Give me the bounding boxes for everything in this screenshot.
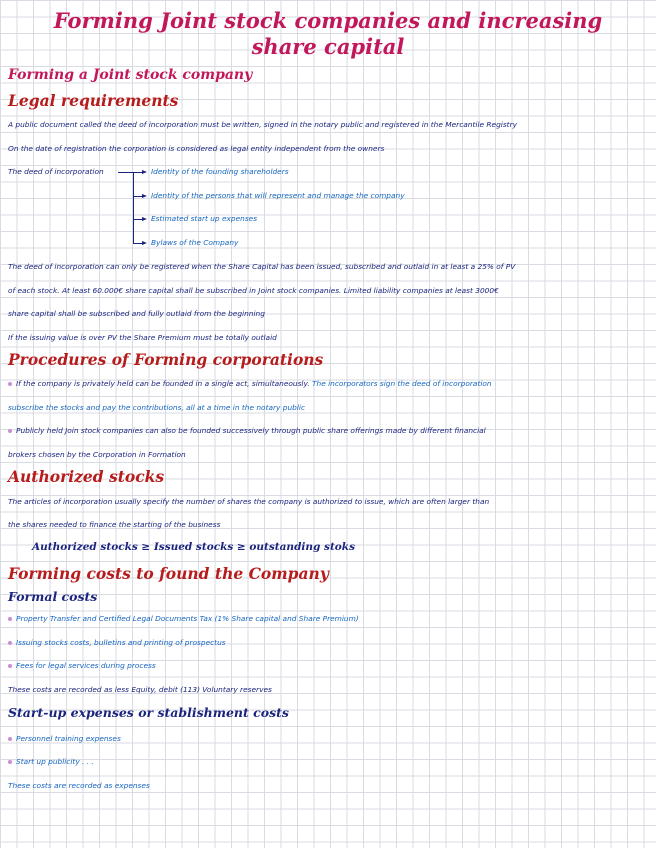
startup-costs-note: These costs are recorded as expenses xyxy=(8,781,150,790)
procedures-bullet-2-line-1: Publicly held Join stock companies can also be founded successively through public share offerings made by different financial xyxy=(16,426,486,435)
bullet-icon xyxy=(8,382,12,386)
legal-paragraph-1: A public document called the deed of incorporation must be written, signed in the notary public and registered in the Mercantile Registry xyxy=(8,120,517,129)
bullet-icon xyxy=(8,664,12,668)
bullet-icon xyxy=(8,737,12,741)
bullet-icon xyxy=(8,617,12,621)
page-title-line-1: Forming Joint stock companies and increasing xyxy=(53,8,603,33)
heading-startup-expenses: Start-up expenses or stablishment costs xyxy=(8,705,289,720)
heading-procedures: Procedures of Forming corporations xyxy=(8,350,324,369)
procedures-bullet-1-line-2: subscribe the stocks and pay the contributions, all at a time in the notary public xyxy=(8,403,306,412)
formal-cost-item-1: Property Transfer and Certified Legal Documents Tax (1% Share capital and Share Premium) xyxy=(16,614,359,623)
tree-trunk xyxy=(133,172,134,243)
arrow-right-icon xyxy=(142,170,147,174)
arrow-right-icon xyxy=(142,194,147,198)
heading-legal-requirements: Legal requirements xyxy=(8,91,179,110)
legal-paragraph-3-line-3: share capital shall be subscribed and fully outlaid from the beginning xyxy=(8,309,265,318)
arrow-right-icon xyxy=(142,241,147,245)
arrow-right-icon xyxy=(142,217,147,221)
formal-cost-item-3: Fees for legal services during process xyxy=(16,661,156,670)
legal-paragraph-4: If the issuing value is over PV the Share Premium must be totally outlaid xyxy=(8,333,277,342)
procedures-bullet-1-part-1: If the company is privately held can be founded in a single act, simultaneously. xyxy=(16,379,310,388)
heading-formal-costs: Formal costs xyxy=(8,589,98,604)
deed-item-1: Identity of the founding shareholders xyxy=(151,167,289,176)
legal-paragraph-3-line-2: of each stock. At least 60.000€ share capital shall be subscribed in Joint stock companies. Limited liability companies at least 3000€ xyxy=(8,286,499,295)
formal-cost-item-2: Issuing stocks costs, bulletins and printing of prospectus xyxy=(16,638,226,647)
startup-item-1: Personnel training expenses xyxy=(16,734,121,743)
procedures-bullet-1-part-2: The incorporators sign the deed of incorporation xyxy=(312,379,492,388)
bullet-icon xyxy=(8,760,12,764)
bullet-icon xyxy=(8,429,12,433)
section-heading-forming: Forming a Joint stock company xyxy=(8,67,253,83)
procedures-bullet-2-line-2: brokers chosen by the Corporation in Formation xyxy=(8,450,186,459)
deed-item-4: Bylaws of the Company xyxy=(151,238,239,247)
procedures-bullet-1-line-1 xyxy=(16,379,492,388)
deed-item-3: Estimated start up expenses xyxy=(151,214,258,223)
deed-item-2: Identity of the persons that will represent and manage the company xyxy=(151,191,405,200)
formal-costs-note: These costs are recorded as less Equity, debit (113) Voluntary reserves xyxy=(8,685,272,694)
heading-authorized-stocks: Authorized stocks xyxy=(8,467,165,486)
tree-connector xyxy=(118,172,133,173)
legal-paragraph-2: On the date of registration the corporation is considered as legal entity independent from the owners xyxy=(8,144,385,153)
bullet-icon xyxy=(8,641,12,645)
authorized-line-2: the shares needed to finance the starting of the business xyxy=(8,520,221,529)
authorized-line-1: The articles of incorporation usually specify the number of shares the company is authorized to issue, which are often larger than xyxy=(8,497,490,506)
authorized-formula: Authorized stocks ≥ Issued stocks ≥ outstanding stoks xyxy=(32,541,355,553)
startup-item-2: Start up publicity . . . xyxy=(16,757,94,766)
legal-paragraph-3-line-1: The deed of incorporation can only be registered when the Share Capital has been issued, subscribed and outlaid in at least a 25% of PV xyxy=(8,262,516,271)
heading-forming-costs: Forming costs to found the Company xyxy=(8,564,329,583)
deed-label: The deed of incorporation xyxy=(8,167,104,176)
page-title-line-2: share capital xyxy=(251,34,405,59)
